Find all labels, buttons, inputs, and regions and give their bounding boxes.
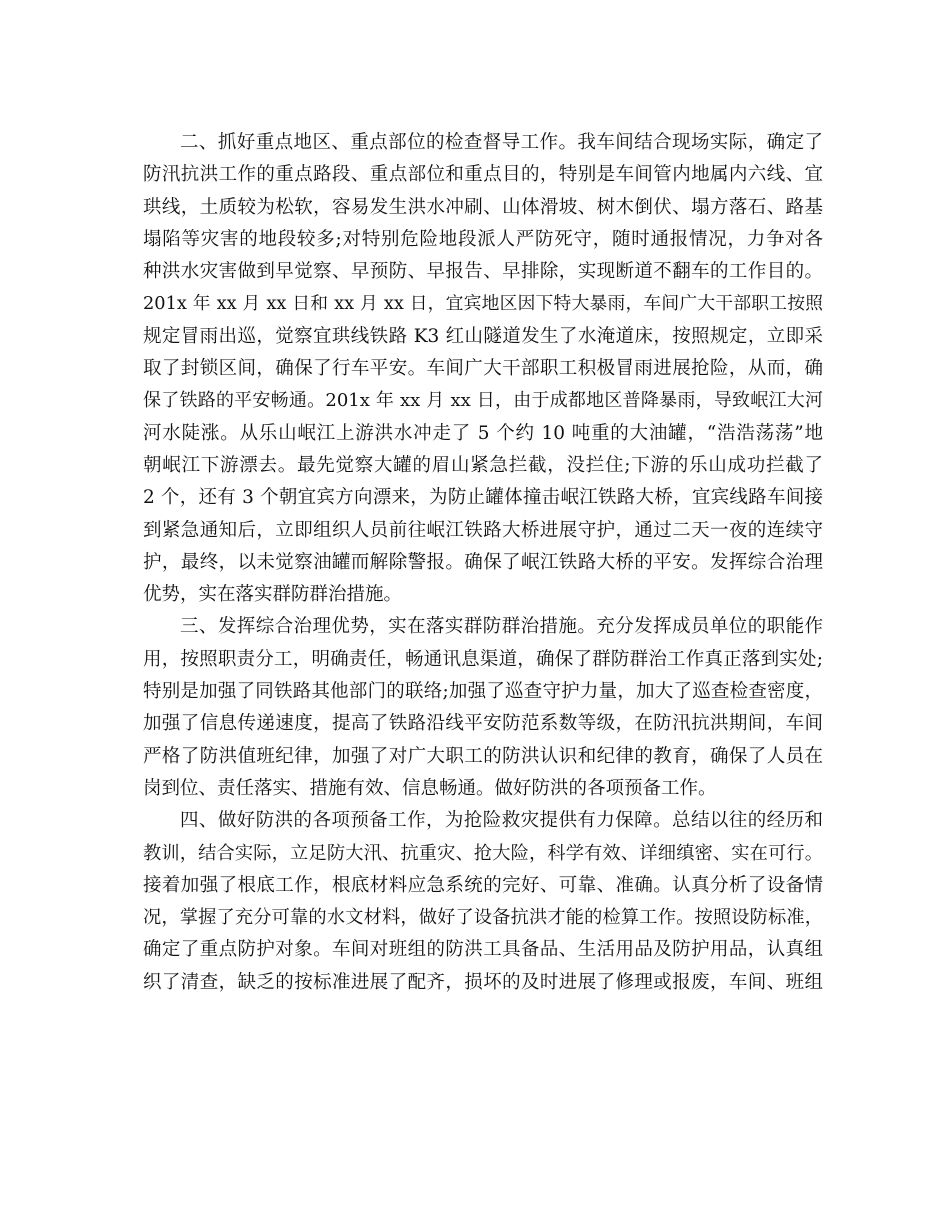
paragraph-4-line-1: 四、做好防洪的各项预备工作，为抢险救灾提供有力保障。总结以往的经历和 <box>180 810 823 832</box>
paragraph-2-line-14: 护，最终，以未觉察油罐而解除警报。确保了岷江铁路大桥的平安。发挥综合治理 <box>143 551 823 573</box>
paragraph-4-line-2: 教训，结合实际，立足防大汛、抗重灾、抢大险，科学有效、详细缜密、实在可行。 <box>143 842 823 864</box>
paragraph-2-line-11: 朝岷江下游漂去。最先觉察大罐的眉山紧急拦截，没拦住;下游的乐山成功拦截了 <box>143 454 823 476</box>
paragraph-2-line-10: 河水陡涨。从乐山岷江上游洪水冲走了 5 个约 10 吨重的大油罐，“浩浩荡荡”地 <box>143 422 823 444</box>
paragraph-3-line-1: 三、发挥综合治理优势，实在落实群防群治措施。充分发挥成员单位的职能作 <box>180 616 823 638</box>
paragraph-2-line-7: 规定冒雨出巡，觉察宜珙线铁路 K3 红山隧道发生了水淹道床，按照规定，立即采 <box>143 325 823 347</box>
paragraph-4-line-4: 况，掌握了充分可靠的水文材料，做好了设备抗洪才能的检算工作。按照设防标准， <box>143 907 823 929</box>
paragraph-4-line-6: 织了清查，缺乏的按标准进展了配齐，损坏的及时进展了修理或报废，车间、班组 <box>143 971 823 993</box>
paragraph-3-line-5: 严格了防洪值班纪律，加强了对广大职工的防洪认识和纪律的教育，确保了人员在 <box>143 745 823 767</box>
paragraph-2-line-1: 二、抓好重点地区、重点部位的检查督导工作。我车间结合现场实际，确定了 <box>180 132 823 153</box>
paragraph-2-line-5: 种洪水灾害做到早觉察、早预防、早报告、早排除，实现断道不翻车的工作目的。 <box>143 261 823 283</box>
paragraph-2-line-9: 保了铁路的平安畅通。201x 年 xx 月 xx 日，由于成都地区普降暴雨，导致岷江大河 <box>143 390 823 412</box>
paragraph-3-line-4: 加强了信息传递速度，提高了铁路沿线平安防范系数等级，在防汛抗洪期间，车间 <box>143 713 823 735</box>
paragraph-3-line-6: 岗到位、责任落实、措施有效、信息畅通。做好防洪的各项预备工作。 <box>143 777 717 799</box>
paragraph-3-line-2: 用，按照职责分工，明确责任，畅通讯息渠道，确保了群防群治工作真正落到实处; <box>143 648 823 670</box>
paragraph-2-line-12: 2 个，还有 3 个朝宜宾方向漂来，为防止罐体撞击岷江铁路大桥，宜宾线路车间接 <box>143 487 823 509</box>
paragraph-3-line-3: 特别是加强了同铁路其他部门的联络;加强了巡查守护力量，加大了巡查检查密度， <box>143 681 823 703</box>
paragraph-2-line-6: 201x 年 xx 月 xx 日和 xx 月 xx 日，宜宾地区因下特大暴雨，车间广大干部职工按照 <box>143 294 823 315</box>
paragraph-2-line-2: 防汛抗洪工作的重点路段、重点部位和重点目的，特别是车间管内地属内六线、宜 <box>143 164 823 186</box>
paragraph-2-line-15: 优势，实在落实群防群治措施。 <box>143 584 403 606</box>
paragraph-4-line-3: 接着加强了根底工作，根底材料应急系统的完好、可靠、准确。认真分析了设备情 <box>143 874 823 896</box>
document-body <box>143 127 823 999</box>
paragraph-2-line-3: 珙线，土质较为松软，容易发生洪水冲刷、山体滑坡、树木倒伏、塌方落石、路基 <box>143 196 823 218</box>
paragraph-2-line-4: 塌陷等灾害的地段较多;对特别危险地段派人严防死守，随时通报情况，力争对各 <box>143 228 823 250</box>
paragraph-2-line-8: 取了封锁区间，确保了行车平安。车间广大干部职工积极冒雨进展抢险，从而，确 <box>143 358 823 380</box>
paragraph-4-line-5: 确定了重点防护对象。车间对班组的防洪工具备品、生活用品及防护用品，认真组 <box>143 939 823 961</box>
paragraph-2-line-13: 到紧急通知后，立即组织人员前往岷江铁路大桥进展守护，通过二天一夜的连续守 <box>143 519 823 541</box>
